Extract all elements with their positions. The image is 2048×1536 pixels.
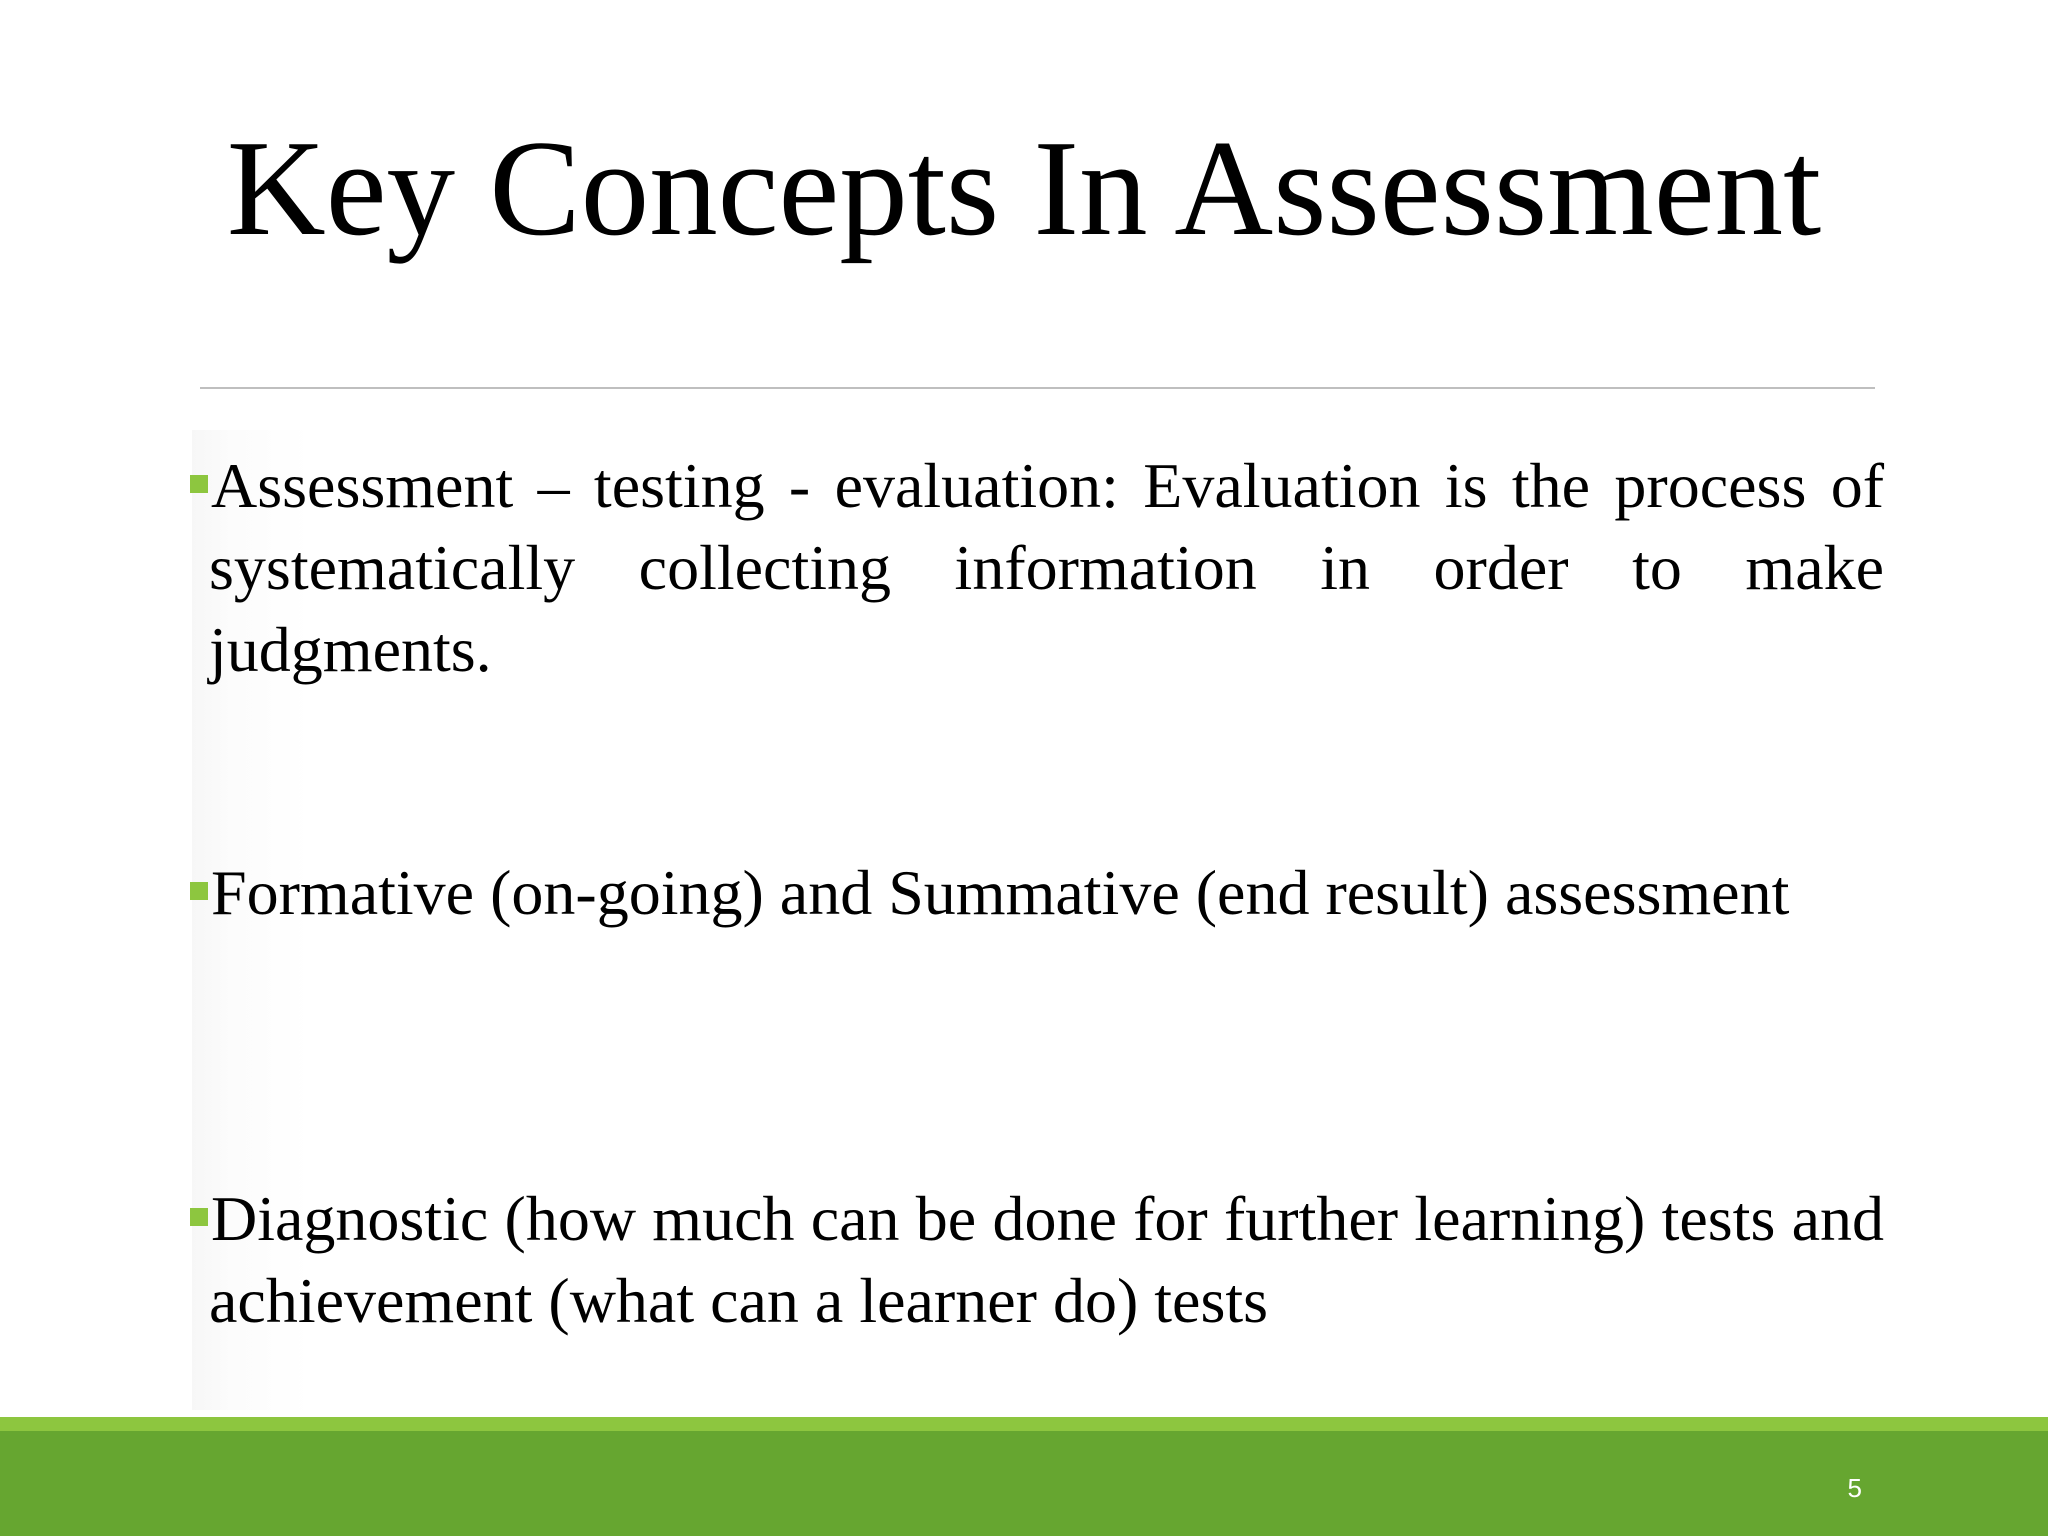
bullet-item — [190, 1178, 1884, 1342]
bullet-text: Formative (on-going) and Summative (end result) assessment — [211, 857, 1790, 928]
title-divider — [200, 387, 1875, 389]
bullet-text: Assessment – testing - evaluation: Evaluation is the process of systematically collecting information in order to make judgments. — [209, 450, 1884, 685]
bullet-item — [190, 445, 1884, 691]
page-number: 5 — [1847, 1473, 1862, 1503]
bullet-text: Diagnostic (how much can be done for further learning) tests and achievement (what can a learner do) tests — [209, 1183, 1884, 1336]
square-bullet-icon — [190, 1208, 208, 1226]
slide-title: Key Concepts In Assessment — [226, 112, 1822, 264]
footer-bar — [0, 1431, 2048, 1536]
footer-accent-stripe — [0, 1417, 2048, 1431]
square-bullet-icon — [190, 882, 208, 900]
square-bullet-icon — [190, 475, 208, 493]
bullet-item — [190, 852, 1884, 934]
